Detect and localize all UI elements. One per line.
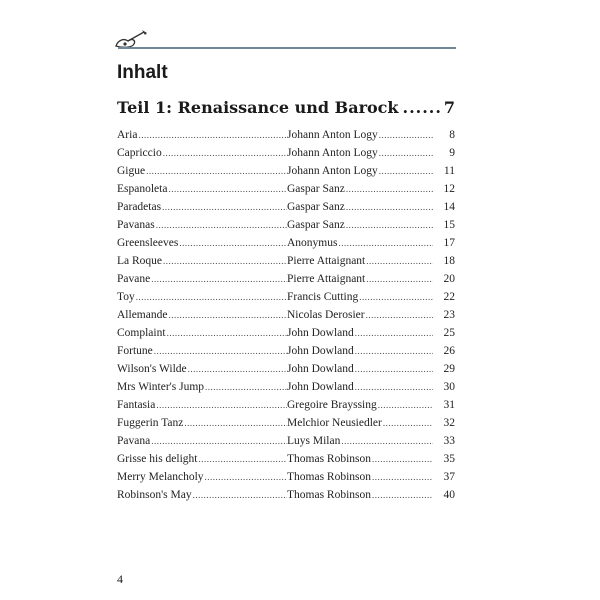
- entry-page-number: 8: [449, 129, 455, 141]
- composer-name: John Dowland: [287, 327, 354, 339]
- composer-name: Thomas Robinson: [287, 453, 372, 465]
- toc-title-cell: [117, 255, 287, 267]
- composer-name: Gaspar Sanz: [287, 219, 345, 231]
- leader-dots: [151, 273, 287, 285]
- toc-composer-cell: [287, 489, 433, 501]
- toc-title-cell: [117, 291, 287, 303]
- entry-page-number: 17: [443, 237, 455, 249]
- toc-composer-cell: [287, 237, 433, 249]
- piece-title: Espanoleta: [117, 183, 168, 195]
- entry-page-number: 22: [443, 291, 455, 303]
- toc-title-cell: [117, 435, 287, 447]
- composer-name: Melchior Neusiedler: [287, 417, 382, 429]
- page-number: 4: [117, 572, 123, 586]
- entry-page-number: 23: [443, 309, 455, 321]
- header-rule: [118, 47, 456, 49]
- leader-dots: [379, 165, 433, 177]
- entry-page-number: 29: [443, 363, 455, 375]
- leader-dots: [154, 345, 287, 357]
- toc-entry: [117, 417, 455, 435]
- toc-title-cell: [117, 237, 287, 249]
- composer-name: Johann Anton Logy: [287, 165, 378, 177]
- leader-dots: [146, 165, 287, 177]
- piece-title: Pavanas: [117, 219, 155, 231]
- toc-entry: [117, 309, 455, 327]
- toc-composer-cell: [287, 291, 433, 303]
- toc-title-cell: [117, 273, 287, 285]
- toc-title-cell: [117, 165, 287, 177]
- entry-page-number: 12: [443, 183, 455, 195]
- composer-name: Gaspar Sanz: [287, 201, 345, 213]
- leader-dots: [163, 147, 287, 159]
- leader-dots: [338, 237, 433, 249]
- entry-page-number: 9: [449, 147, 455, 159]
- leader-dots: [162, 201, 287, 213]
- toc-composer-cell: [287, 435, 433, 447]
- toc-title-cell: [117, 453, 287, 465]
- toc-entry: [117, 201, 455, 219]
- leader-dots: [346, 183, 433, 195]
- toc-composer-cell: [287, 327, 433, 339]
- leader-dots: [168, 309, 287, 321]
- entry-page-number: 26: [443, 345, 455, 357]
- piece-title: Capriccio: [117, 147, 162, 159]
- composer-name: Luys Milan: [287, 435, 341, 447]
- toc-composer-cell: [287, 399, 433, 411]
- toc-composer-cell: [287, 201, 433, 213]
- composer-name: Pierre Attaignant: [287, 273, 366, 285]
- toc-composer-cell: [287, 309, 433, 321]
- toc-entry: [117, 273, 455, 291]
- piece-title: La Roque: [117, 255, 163, 267]
- toc-composer-cell: [287, 147, 433, 159]
- toc-title-cell: [117, 201, 287, 213]
- toc-composer-cell: [287, 219, 433, 231]
- toc-entry: [117, 363, 455, 381]
- entry-page-number: 14: [443, 201, 455, 213]
- toc-composer-cell: [287, 165, 433, 177]
- toc-entry: [117, 165, 455, 183]
- toc-entry: [117, 291, 455, 309]
- toc-entry: [117, 381, 455, 399]
- leader-dots: [151, 435, 287, 447]
- piece-title: Fuggerin Tanz: [117, 417, 184, 429]
- leader-dots: [167, 327, 287, 339]
- entry-page-number: 15: [443, 219, 455, 231]
- leader-dots: [193, 489, 287, 501]
- toc-composer-cell: [287, 471, 433, 483]
- toc-entry: [117, 471, 455, 489]
- composer-name: Gregoire Brayssing: [287, 399, 377, 411]
- leader-dots: [366, 273, 433, 285]
- leader-dots: [341, 435, 433, 447]
- composer-name: Francis Cutting: [287, 291, 359, 303]
- leader-dots: [355, 327, 433, 339]
- piece-title: Gigue: [117, 165, 146, 177]
- toc-title-cell: [117, 327, 287, 339]
- toc-title-cell: [117, 363, 287, 375]
- piece-title: Greensleeves: [117, 237, 179, 249]
- leader-dots: [383, 417, 433, 429]
- leader-dots: [372, 453, 433, 465]
- leader-dots: [355, 345, 433, 357]
- part-leader-dots: [403, 98, 440, 117]
- entry-page-number: 31: [443, 399, 455, 411]
- piece-title: Robinson's May: [117, 489, 192, 501]
- piece-title: Pavana: [117, 435, 151, 447]
- leader-dots: [366, 309, 433, 321]
- page-heading: Inhalt: [117, 62, 168, 83]
- leader-dots: [199, 453, 288, 465]
- leader-dots: [136, 291, 287, 303]
- leader-dots: [355, 363, 433, 375]
- composer-name: Johann Anton Logy: [287, 147, 378, 159]
- toc-entry: [117, 435, 455, 453]
- entry-page-number: 20: [443, 273, 455, 285]
- entry-page-number: 18: [443, 255, 455, 267]
- leader-dots: [156, 219, 287, 231]
- toc-composer-cell: [287, 345, 433, 357]
- toc-title-cell: [117, 183, 287, 195]
- toc-entry: [117, 129, 455, 147]
- toc-title-cell: [117, 471, 287, 483]
- piece-title: Allemande: [117, 309, 168, 321]
- part-title: Teil 1: Renaissance und Barock: [117, 98, 399, 117]
- toc-entry: [117, 183, 455, 201]
- leader-dots: [359, 291, 433, 303]
- toc-entry: [117, 327, 455, 345]
- composer-name: Thomas Robinson: [287, 489, 372, 501]
- toc-composer-cell: [287, 453, 433, 465]
- leader-dots: [205, 471, 287, 483]
- leader-dots: [179, 237, 287, 249]
- toc-entry: [117, 255, 455, 273]
- part-heading: [117, 98, 455, 117]
- entry-page-number: 30: [443, 381, 455, 393]
- toc-composer-cell: [287, 363, 433, 375]
- leader-dots: [355, 381, 433, 393]
- piece-title: Grisse his delight: [117, 453, 198, 465]
- leader-dots: [205, 381, 287, 393]
- toc-title-cell: [117, 309, 287, 321]
- part-page-number: 7: [443, 98, 455, 117]
- toc-composer-cell: [287, 183, 433, 195]
- composer-name: Gaspar Sanz: [287, 183, 345, 195]
- piece-title: Fantasia: [117, 399, 156, 411]
- toc-entry: [117, 489, 455, 507]
- piece-title: Paradetas: [117, 201, 162, 213]
- leader-dots: [346, 201, 433, 213]
- entry-page-number: 37: [443, 471, 455, 483]
- toc-title-cell: [117, 489, 287, 501]
- composer-name: Thomas Robinson: [287, 471, 372, 483]
- leader-dots: [366, 255, 433, 267]
- toc-composer-cell: [287, 381, 433, 393]
- toc-entry: [117, 219, 455, 237]
- piece-title: Wilson's Wilde: [117, 363, 187, 375]
- piece-title: Aria: [117, 129, 138, 141]
- composer-name: John Dowland: [287, 381, 354, 393]
- toc-title-cell: [117, 399, 287, 411]
- toc-title-cell: [117, 147, 287, 159]
- toc-entry: [117, 399, 455, 417]
- toc-entry: [117, 453, 455, 471]
- leader-dots: [378, 399, 433, 411]
- piece-title: Mrs Winter's Jump: [117, 381, 205, 393]
- toc-entry: [117, 237, 455, 255]
- toc-composer-cell: [287, 417, 433, 429]
- leader-dots: [188, 363, 287, 375]
- composer-name: Johann Anton Logy: [287, 129, 378, 141]
- entry-page-number: 11: [443, 165, 455, 177]
- toc-title-cell: [117, 129, 287, 141]
- composer-name: Anonymus: [287, 237, 338, 249]
- leader-dots: [156, 399, 287, 411]
- composer-name: John Dowland: [287, 363, 354, 375]
- toc-entry: [117, 345, 455, 363]
- leader-dots: [168, 183, 287, 195]
- piece-title: Complaint: [117, 327, 166, 339]
- toc-title-cell: [117, 381, 287, 393]
- toc-composer-cell: [287, 255, 433, 267]
- toc-title-cell: [117, 219, 287, 231]
- piece-title: Toy: [117, 291, 135, 303]
- piece-title: Pavane: [117, 273, 151, 285]
- composer-name: Nicolas Derosier: [287, 309, 365, 321]
- composer-name: John Dowland: [287, 345, 354, 357]
- toc-entry: [117, 147, 455, 165]
- entry-page-number: 40: [443, 489, 455, 501]
- toc-composer-cell: [287, 129, 433, 141]
- leader-dots: [379, 147, 433, 159]
- piece-title: Merry Melancholy: [117, 471, 204, 483]
- toc-composer-cell: [287, 273, 433, 285]
- toc-title-cell: [117, 417, 287, 429]
- leader-dots: [184, 417, 287, 429]
- entry-page-number: 32: [443, 417, 455, 429]
- leader-dots: [379, 129, 433, 141]
- entry-page-number: 35: [443, 453, 455, 465]
- table-of-contents: [117, 129, 455, 507]
- composer-name: Pierre Attaignant: [287, 255, 366, 267]
- entry-page-number: 33: [443, 435, 455, 447]
- leader-dots: [138, 129, 287, 141]
- piece-title: Fortune: [117, 345, 153, 357]
- leader-dots: [372, 489, 433, 501]
- leader-dots: [346, 219, 433, 231]
- toc-title-cell: [117, 345, 287, 357]
- leader-dots: [372, 471, 433, 483]
- entry-page-number: 25: [443, 327, 455, 339]
- leader-dots: [163, 255, 287, 267]
